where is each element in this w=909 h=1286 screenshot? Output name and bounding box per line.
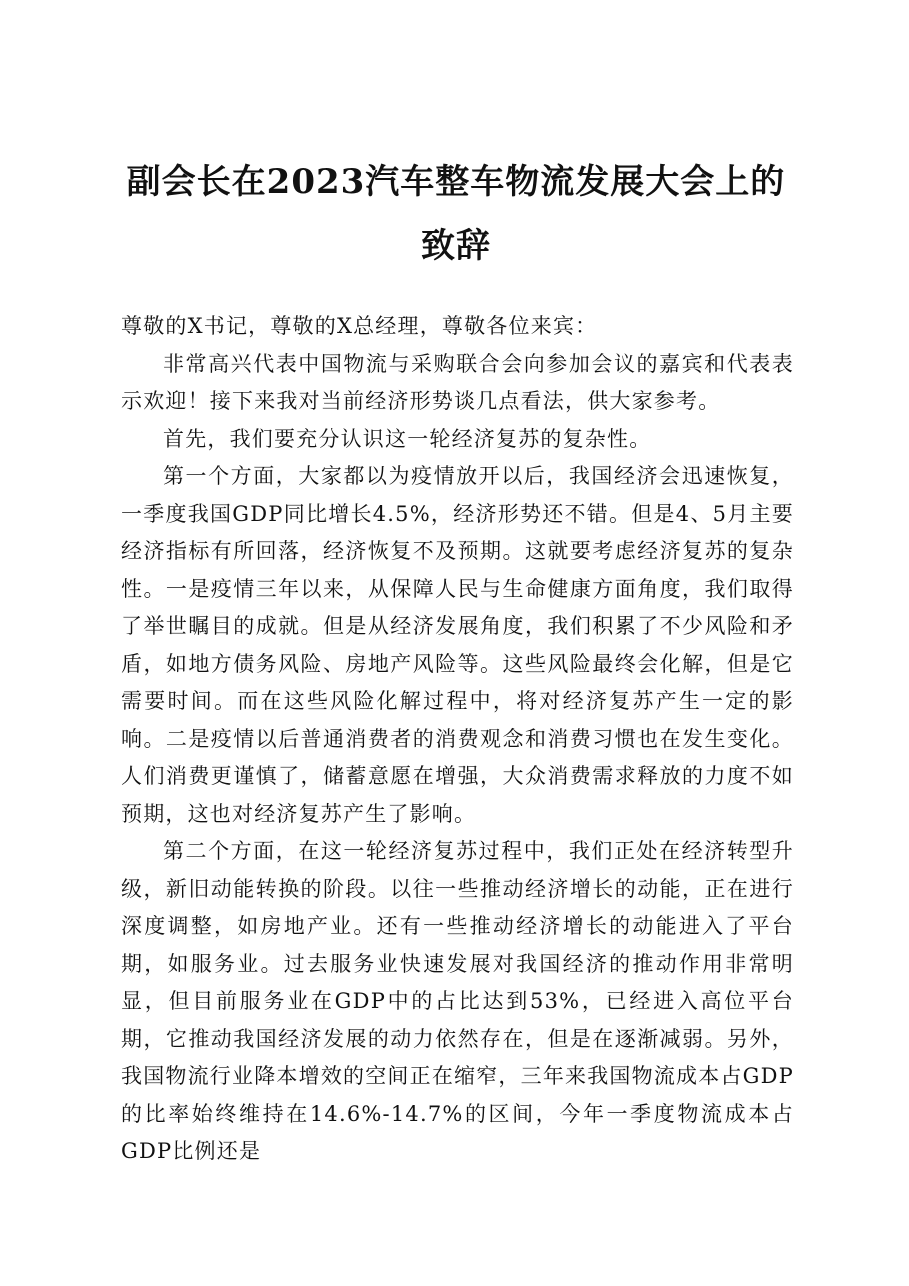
first-aspect-paragraph: 第一个方面，大家都以为疫情放开以后，我国经济会迅速恢复，一季度我国GDP同比增长4.5%，经济形势还不错。但是4、5月主要经济指标有所回落，经济恢复不及预期。这就要考虑经济复苏的复杂性。一是疫情三年以来，从保障人民与生命健康方面角度，我们取得了举世瞩目的成就。但是从经济发展角度，我们积累了不少风险和矛盾，如地方债务风险、房地产风险等。这些风险最终会化解，但是它需要时间。而在这些风险化解过程中，将对经济复苏产生一定的影响。二是疫情以后普通消费者的消费观念和消费习惯也在发生变化。人们消费更谨慎了，储蓄意愿在增强，大众消费需求释放的力度不如预期，这也对经济复苏产生了影响。 <box>121 464 794 826</box>
document-title: 副会长在2023汽车整车物流发展大会上的致辞 <box>126 162 786 266</box>
topic-paragraph: 首先，我们要充分认识这一轮经济复苏的复杂性。 <box>163 426 652 451</box>
document-body <box>121 308 794 1171</box>
welcome-paragraph: 非常高兴代表中国物流与采购联合会向参加会议的嘉宾和代表表示欢迎！接下来我对当前经济形势谈几点看法，供大家参考。 <box>121 351 794 413</box>
salutation-paragraph: 尊敬的X书记，尊敬的X总经理，尊敬各位来宾： <box>121 314 598 338</box>
second-aspect-paragraph: 第二个方面，在这一轮经济复苏过程中，我们正处在经济转型升级，新旧动能转换的阶段。以往一些推动经济增长的动能，正在进行深度调整，如房地产业。还有一些推动经济增长的动能进入了平台期，如服务业。过去服务业快速发展对我国经济的推动作用非常明显，但目前服务业在GDP中的占比达到53%，已经进入高位平台期，它推动我国经济发展的动力依然存在，但是在逐渐减弱。另外，我国物流行业降本增效的空间正在缩窄，三年来我国物流成本占GDP的比率始终维持在14.6%-14.7%的区间，今年一季度物流成本占GDP比例还是 <box>121 839 794 1163</box>
